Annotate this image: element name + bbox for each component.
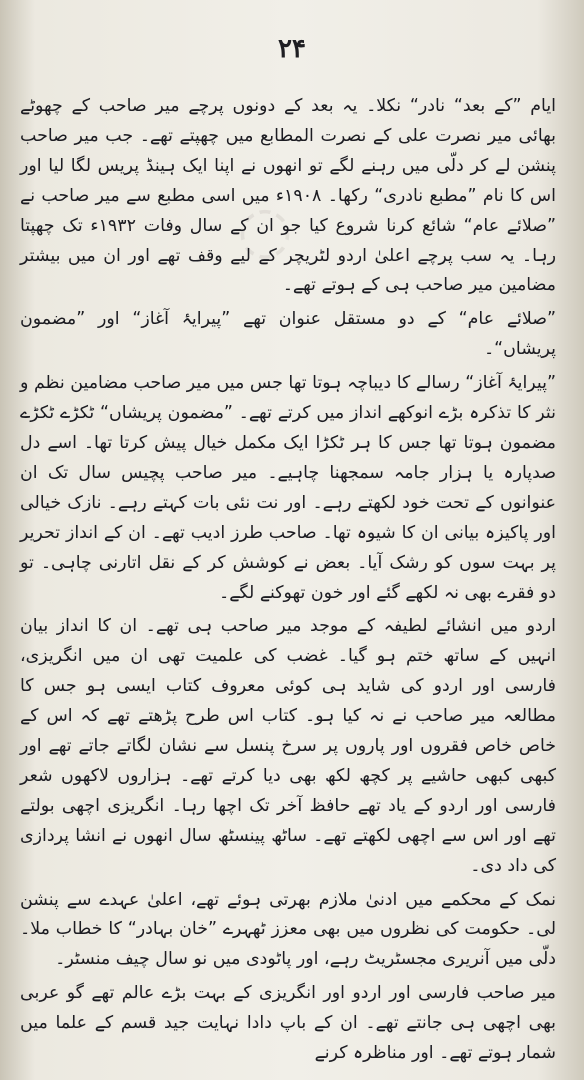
paragraph: ”صلائے عام“ کے دو مستقل عنوان تھے ”پیرایۂ آغاز“ اور ”مضمون پریشاں“۔: [20, 309, 556, 360]
show-through-mark: ◌: [237, 193, 293, 267]
paragraph: ایام ”کے بعد“ نادر“ نکلا۔ یہ بعد کے دونوں پرچے میر صاحب کے چھوٹے بھائی میر نصرت علی کے نصرت المطابع میں چھپتے تھے۔ جب میر صاحب پنشن لے کر دلّی میں رہنے لگے تو انھوں نے اپنا ایک ہینڈ پریس لگا لیا اور اس کا نام ”مطبع نادری“ رکھا۔ ۱۹۰۸ء میں اسی مطبع سے میر صاحب نے ”صلائے عام“ شائع کرنا شروع کیا جو ان کے سال وفات ۱۹۳۲ء تک چھپتا رہا۔ یہ سب پرچے اعلیٰ اردو لٹریچر کے لیے وقف تھے اور ان میں بیشتر مضامین میر صاحب ہی کے ہوتے تھے۔: [20, 96, 556, 296]
paragraph: میر صاحب فارسی اور اردو اور انگریزی کے بہت بڑے عالم تھے گو عربی بھی اچھی ہی جانتے تھے۔ ان کے باپ دادا نہایت جید قسم کے علما میں شمار ہوتے تھے۔ اور مناظرہ کرنے: [20, 983, 556, 1064]
page-number: ۲۴: [278, 34, 306, 64]
paragraph: نمک کے محکمے میں ادنیٰ ملازم بھرتی ہوئے تھے، اعلیٰ عہدے سے پنشن لی۔ حکومت کی نظروں میں بھی معزز ٹھہرے ”خان بہادر“ کا خطاب ملا۔ دلّی میں آنریری مجسٹریٹ رہے، اور پاٹودی میں نو سال چیف منسٹر۔: [20, 889, 556, 970]
body-text: [20, 92, 556, 1069]
paragraph: اردو میں انشائے لطیفہ کے موجد میر صاحب ہی تھے۔ ان کا انداز بیان انہیں کے ساتھ ختم ہو گیا۔ غضب کی علمیت تھی ان میں انگریزی، فارسی اور اردو کی شاید ہی کوئی معروف کتاب ایسی ہو جس کا مطالعہ میر صاحب نے نہ کیا ہو۔ کتاب اس طرح پڑھتے تھے کہ اس کے خاص خاص فقروں اور پاروں پر سرخ پنسل سے نشان لگاتے جاتے تھے اور کبھی کبھی حاشیے پر کچھ لکھ بھی دیا کرتے تھے۔ ہزاروں لاکھوں شعر فارسی اور اردو کے یاد تھے حافظ آخر تک اچھا رہا۔ انگریزی اچھی بولتے تھے اور اس سے اچھی لکھتے تھے۔ ساٹھ پینسٹھ سال انھوں نے انشا پردازی کی داد دی۔: [20, 616, 556, 876]
paragraph: ”پیرایۂ آغاز“ رسالے کا دیباچہ ہوتا تھا جس میں میر صاحب مضامین نظم و نثر کا تذکرہ بڑے انوکھے انداز میں کرتے تھے۔ ”مضمون پریشاں“ ٹکڑے ٹکڑے مضمون ہوتا تھا جس کا ہر ٹکڑا ایک مکمل خیال پیش کرتا تھا۔ اسے دل صدپارہ یا ہزار جامہ سمجھنا چاہیے۔ میر صاحب پچیس سال تک ان عنوانوں کے تحت خود لکھتے رہے۔ اور نت نئی بات کہتے رہے۔ نازک خیالی اور پاکیزہ بیانی ان کا شیوہ تھا۔ صاحب طرز ادیب تھے۔ ان کے انداز تحریر پر بہت سوں کو رشک آیا۔ بعض نے کوشش کر کے نقل اتارنی چاہی۔ تو دو فقرے بھی نہ لکھے گئے اور خون تھوکنے لگے۔: [20, 373, 556, 603]
